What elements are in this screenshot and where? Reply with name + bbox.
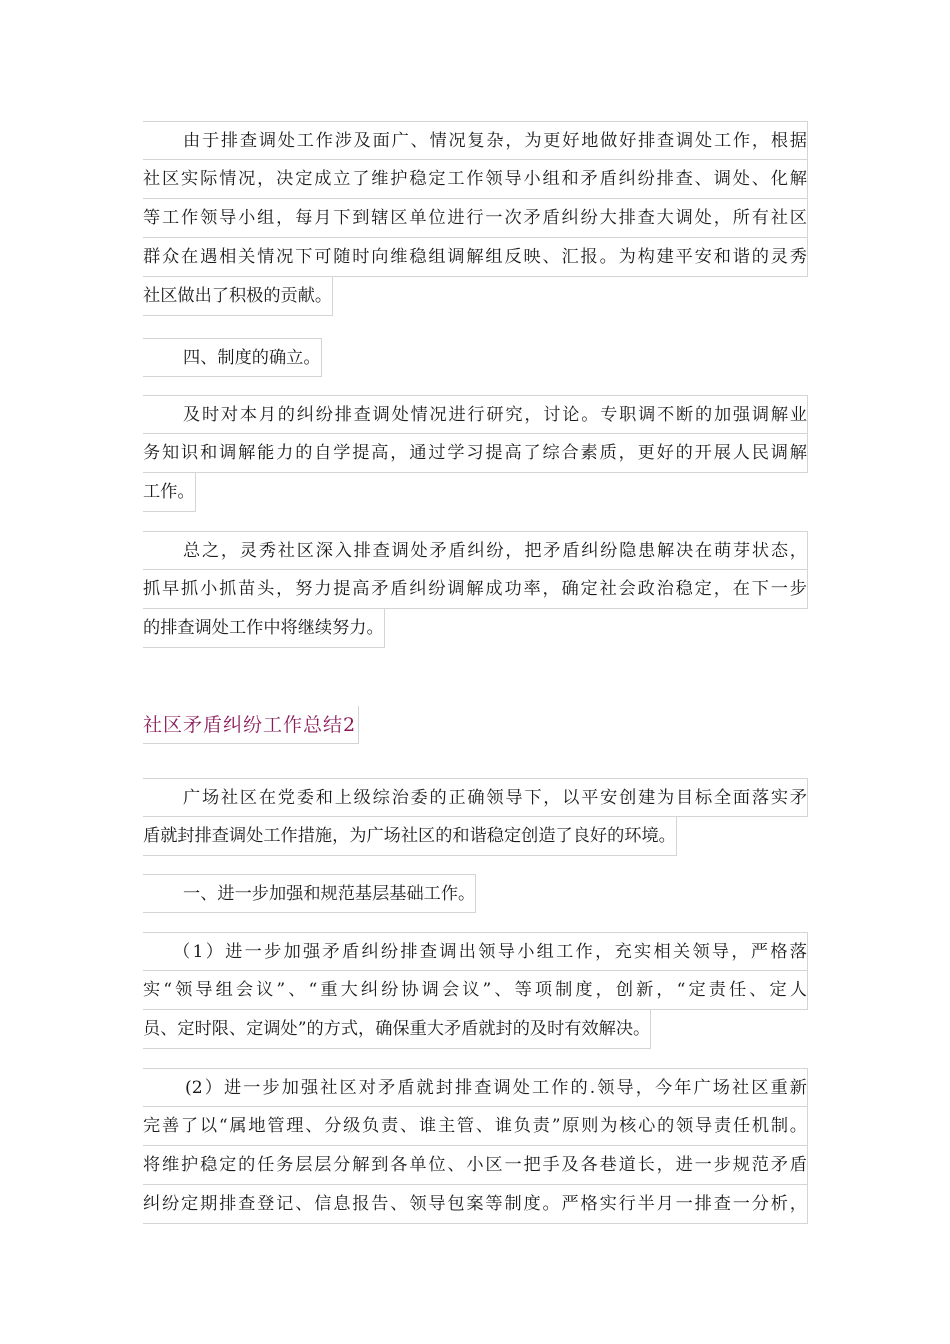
paragraph-line: 实“领导组会议”、“重大纠纷协调会议”、等项制度，创新，“定责任、定人 <box>143 971 808 1010</box>
paragraph-monthly-review <box>143 395 808 512</box>
paragraph-item-two <box>143 1068 808 1224</box>
paragraph-guangchang-intro <box>143 778 808 856</box>
paragraph-line: 群众在遇相关情况下可随时向维稳组调解组反映、汇报。为构建平安和谐的灵秀 <box>143 238 808 277</box>
paragraph-summary <box>143 531 808 648</box>
paragraph-line: 务知识和调解能力的自学提高，通过学习提高了综合素质，更好的开展人民调解 <box>143 434 808 473</box>
paragraph-line: 完善了以“属地管理、分级负责、谁主管、谁负责”原则为核心的领导责任机制。 <box>143 1107 808 1146</box>
paragraph-line: 员、定时限、定调处”的方式，确保重大矛盾就封的及时有效解决。 <box>143 1010 651 1049</box>
paragraph-line: 由于排查调处工作涉及面广、情况复杂，为更好地做好排查调处工作，根据 <box>143 121 808 160</box>
paragraph-line: 社区做出了积极的贡献。 <box>143 277 333 316</box>
paragraph-investigation-leadership <box>143 121 808 316</box>
paragraph-line: 及时对本月的纠纷排查调处情况进行研究，讨论。专职调不断的加强调解业 <box>143 395 808 434</box>
paragraph-line: 的排查调处工作中将继续努力。 <box>143 609 385 648</box>
paragraph-line: （1）进一步加强矛盾纠纷排查调出领导小组工作，充实相关领导，严格落 <box>143 932 808 971</box>
paragraph-line: 工作。 <box>143 473 196 512</box>
paragraph-line: 一、进一步加强和规范基层基础工作。 <box>143 874 476 913</box>
paragraph-line: 总之，灵秀社区深入排查调处矛盾纠纷，把矛盾纠纷隐患解决在萌芽状态， <box>143 531 808 570</box>
paragraph-line: 四、制度的确立。 <box>143 338 322 377</box>
paragraph-section-four <box>143 338 808 377</box>
paragraph-line: 社区实际情况，决定成立了维护稳定工作领导小组和矛盾纠纷排查、调处、化解 <box>143 160 808 199</box>
paragraph-line: 将维护稳定的任务层层分解到各单位、小区一把手及各巷道长，进一步规范矛盾 <box>143 1146 808 1185</box>
paragraph-line: 盾就封排查调处工作措施，为广场社区的和谐稳定创造了良好的环境。 <box>143 817 677 856</box>
section-heading: 社区矛盾纠纷工作总结2 <box>143 706 359 744</box>
paragraph-line: 纠纷定期排查登记、信息报告、领导包案等制度。严格实行半月一排查一分析， <box>143 1185 808 1224</box>
paragraph-line: 广场社区在党委和上级综治委的正确领导下，以平安创建为目标全面落实矛 <box>143 778 808 817</box>
paragraph-section-one <box>143 874 808 913</box>
paragraph-line: (2）进一步加强社区对矛盾就封排查调处工作的.领导，今年广场社区重新 <box>143 1068 808 1107</box>
paragraph-item-one <box>143 932 808 1049</box>
paragraph-line: 等工作领导小组，每月下到辖区单位进行一次矛盾纠纷大排查大调处，所有社区 <box>143 199 808 238</box>
paragraph-line: 抓早抓小抓苗头，努力提高矛盾纠纷调解成功率，确定社会政治稳定，在下一步 <box>143 570 808 609</box>
